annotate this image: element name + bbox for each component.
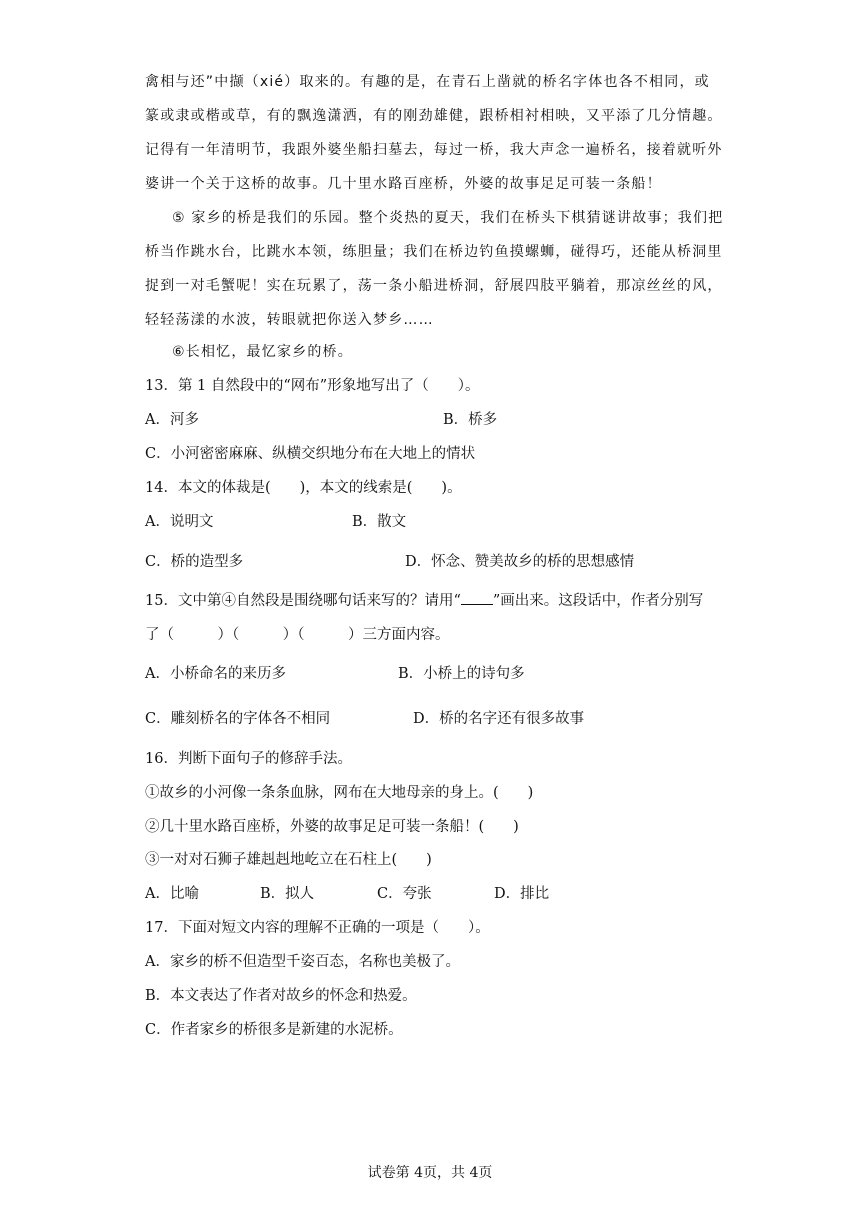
question-stem-start: 15．文中第④自然段是围绕哪句话来写的？请用“	[145, 593, 461, 609]
option-b[interactable]: B．本文表达了作者对故乡的怀念和热爱。	[145, 988, 417, 1004]
passage-line: 婆讲一个关于这桥的故事。几十里水路百座桥，外婆的故事足足可装一条船！	[145, 176, 662, 192]
question-stem: 14．本文的体裁是( )，本文的线索是( )。	[145, 480, 462, 496]
sentence-2: ②几十里水路百座桥，外婆的故事足足可装一条船！( )	[145, 819, 519, 835]
option-b[interactable]: B．拟人	[260, 886, 315, 902]
option-a[interactable]: A．比喻	[145, 886, 199, 902]
option-c[interactable]: C．小河密密麻麻、纵横交织地分布在大地上的情状	[145, 446, 476, 462]
option-c[interactable]: C．桥的造型多	[145, 554, 244, 570]
option-b[interactable]: B．小桥上的诗句多	[398, 666, 525, 682]
passage-line: ⑤ 家乡的桥是我们的乐园。整个炎热的夏天，我们在桥头下棋猜谜讲故事；我们把	[172, 210, 724, 226]
passage-line: 禽相与还”中撷（xié）取来的。有趣的是，在青石上凿就的桥名字体也各不相同，或	[145, 74, 710, 90]
question-stem: 17．下面对短文内容的理解不正确的一项是（ ）。	[145, 920, 490, 936]
option-b[interactable]: B．散文	[352, 514, 407, 530]
underline-mark	[461, 592, 493, 605]
option-a[interactable]: A．家乡的桥不但造型千姿百态，名称也美极了。	[145, 954, 460, 970]
page-footer: 试卷第 4页，共 4页	[367, 1165, 493, 1181]
sentence-3: ③一对对石狮子雄赳赳地屹立在石柱上( )	[145, 852, 432, 868]
sentence-1: ①故乡的小河像一条条血脉，网布在大地母亲的身上。( )	[145, 785, 534, 801]
option-c[interactable]: C．雕刻桥名的字体各不相同	[145, 711, 331, 727]
passage-line: 轻轻荡漾的水波，转眼就把你送入梦乡……	[145, 312, 434, 328]
option-c[interactable]: C．夸张	[377, 886, 432, 902]
option-a[interactable]: A．说明文	[145, 514, 214, 530]
option-d[interactable]: D．桥的名字还有很多故事	[413, 711, 585, 727]
passage-line: 记得有一年清明节，我跟外婆坐船扫墓去，每过一桥，我大声念一遍桥名，接着就听外	[145, 142, 723, 158]
option-d[interactable]: D．排比	[494, 886, 550, 902]
passage-line: 桥当作跳水台，比跳水本领，练胆量；我们在桥边钓鱼摸螺蛳，碰得巧，还能从桥洞里	[145, 244, 723, 260]
option-b[interactable]: B．桥多	[443, 412, 498, 428]
passage-line: 篆或隶或楷或草，有的飘逸潇洒，有的刚劲雄健，跟桥相衬相映，又平添了几分情趣。	[145, 108, 723, 124]
passage-line: ⑥长相忆，最忆家乡的桥。	[172, 344, 353, 360]
question-stem-end: ”画出来。这段话中，作者分别写	[492, 593, 704, 609]
question-stem	[145, 591, 703, 611]
question-stem: 13．第 1 自然段中的“网布”形象地写出了（ ）。	[145, 378, 480, 394]
option-c[interactable]: C．作者家乡的桥很多是新建的水泥桥。	[145, 1022, 403, 1038]
question-stem: 16．判断下面句子的修辞手法。	[145, 751, 352, 767]
option-a[interactable]: A．河多	[145, 412, 199, 428]
option-a[interactable]: A．小桥命名的来历多	[145, 666, 286, 682]
option-d[interactable]: D．怀念、赞美故乡的桥的思想感情	[405, 554, 635, 570]
passage-line: 捉到一对毛蟹呢！实在玩累了，荡一条小船进桥洞，舒展四肢平躺着，那凉丝丝的风，	[145, 278, 723, 294]
question-stem-line2: 了（ ）（ ）（ ）三方面内容。	[145, 627, 450, 643]
